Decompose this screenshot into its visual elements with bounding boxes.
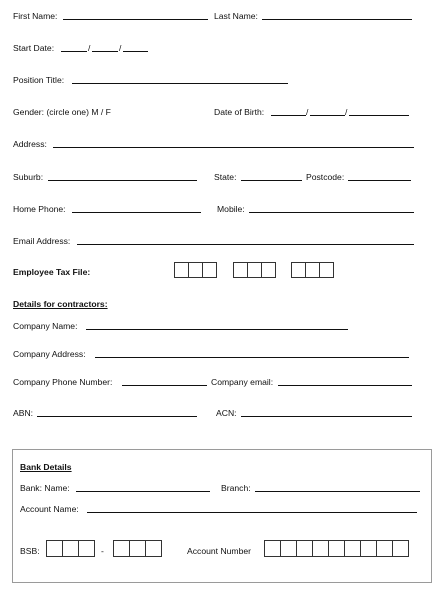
bank-details-panel [12, 449, 432, 583]
postcode-field[interactable] [348, 180, 411, 181]
home-phone-label: Home Phone: [13, 204, 66, 214]
company-phone-field[interactable] [122, 385, 207, 386]
tax-file-group-1 [174, 262, 216, 278]
company-address-field[interactable] [95, 357, 409, 358]
start-date-year-field[interactable] [123, 51, 148, 52]
tax-file-digit-box[interactable] [261, 262, 276, 278]
acn-label: ACN: [216, 408, 237, 418]
dob-day-field[interactable] [271, 115, 306, 116]
account-number-digit-box[interactable] [264, 540, 281, 557]
dob-month-field[interactable] [310, 115, 345, 116]
position-title-label: Position Title: [13, 75, 65, 85]
account-number-digit-box[interactable] [280, 540, 297, 557]
start-date-label: Start Date: [13, 43, 55, 53]
company-name-label: Company Name: [13, 321, 78, 331]
postcode-label: Postcode: [306, 172, 345, 182]
home-phone-field[interactable] [72, 212, 201, 213]
tax-file-digit-box[interactable] [233, 262, 248, 278]
bank-name-label: Bank: Name: [20, 483, 70, 493]
acn-field[interactable] [241, 416, 412, 417]
bsb-digit-box[interactable] [113, 540, 130, 557]
account-number-digit-box[interactable] [296, 540, 313, 557]
bsb-label: BSB: [20, 546, 40, 556]
tax-file-digit-box[interactable] [247, 262, 262, 278]
account-number-digit-box[interactable] [312, 540, 329, 557]
abn-label: ABN: [13, 408, 34, 418]
tax-file-group-3 [291, 262, 333, 278]
state-field[interactable] [241, 180, 302, 181]
account-number-digit-box[interactable] [376, 540, 393, 557]
tax-file-digit-box[interactable] [202, 262, 217, 278]
account-number-label: Account Number [187, 546, 252, 556]
tax-file-digit-box[interactable] [305, 262, 320, 278]
last-name-label: Last Name: [214, 11, 258, 21]
company-phone-label: Company Phone Number: [13, 377, 113, 387]
last-name-field[interactable] [262, 19, 412, 20]
first-name-label: First Name: [13, 11, 58, 21]
account-name-field[interactable] [87, 512, 417, 513]
mobile-field[interactable] [249, 212, 414, 213]
tax-file-label: Employee Tax File: [13, 267, 91, 277]
account-name-label: Account Name: [20, 504, 79, 514]
dob-year-field[interactable] [349, 115, 409, 116]
bsb-digit-box[interactable] [78, 540, 95, 557]
account-number-digit-box[interactable] [328, 540, 345, 557]
tax-file-digit-box[interactable] [174, 262, 189, 278]
start-date-month-field[interactable] [92, 51, 118, 52]
account-number-digit-box[interactable] [392, 540, 409, 557]
bank-name-field[interactable] [76, 491, 210, 492]
start-date-separator: / [88, 43, 91, 53]
abn-field[interactable] [37, 416, 197, 417]
contractors-heading: Details for contractors: [13, 299, 108, 309]
email-field[interactable] [77, 244, 414, 245]
company-name-field[interactable] [86, 329, 348, 330]
position-title-field[interactable] [72, 83, 288, 84]
bsb-group-2 [113, 540, 161, 557]
bsb-digit-box[interactable] [46, 540, 63, 557]
mobile-label: Mobile: [217, 204, 245, 214]
start-date-day-field[interactable] [61, 51, 87, 52]
account-number-boxes [264, 540, 408, 557]
company-email-field[interactable] [278, 385, 412, 386]
company-address-label: Company Address: [13, 349, 86, 359]
bsb-digit-box[interactable] [145, 540, 162, 557]
suburb-label: Suburb: [13, 172, 44, 182]
tax-file-digit-box[interactable] [188, 262, 203, 278]
bsb-digit-box[interactable] [62, 540, 79, 557]
address-field[interactable] [53, 147, 414, 148]
account-number-digit-box[interactable] [344, 540, 361, 557]
company-email-label: Company email: [211, 377, 274, 387]
dob-separator: / [306, 107, 309, 117]
bank-details-heading: Bank Details [20, 462, 72, 472]
bsb-separator: - [101, 546, 104, 556]
email-label: Email Address: [13, 236, 71, 246]
first-name-field[interactable] [63, 19, 208, 20]
bsb-digit-box[interactable] [129, 540, 146, 557]
branch-label: Branch: [221, 483, 251, 493]
dob-label: Date of Birth: [214, 107, 265, 117]
branch-field[interactable] [255, 491, 420, 492]
bsb-group-1 [46, 540, 94, 557]
address-label: Address: [13, 139, 47, 149]
account-number-digit-box[interactable] [360, 540, 377, 557]
suburb-field[interactable] [48, 180, 197, 181]
dob-separator: / [345, 107, 348, 117]
tax-file-group-2 [233, 262, 275, 278]
tax-file-digit-box[interactable] [319, 262, 334, 278]
tax-file-digit-box[interactable] [291, 262, 306, 278]
state-label: State: [214, 172, 237, 182]
start-date-separator: / [119, 43, 122, 53]
gender-label: Gender: (circle one) M / F [13, 107, 111, 117]
